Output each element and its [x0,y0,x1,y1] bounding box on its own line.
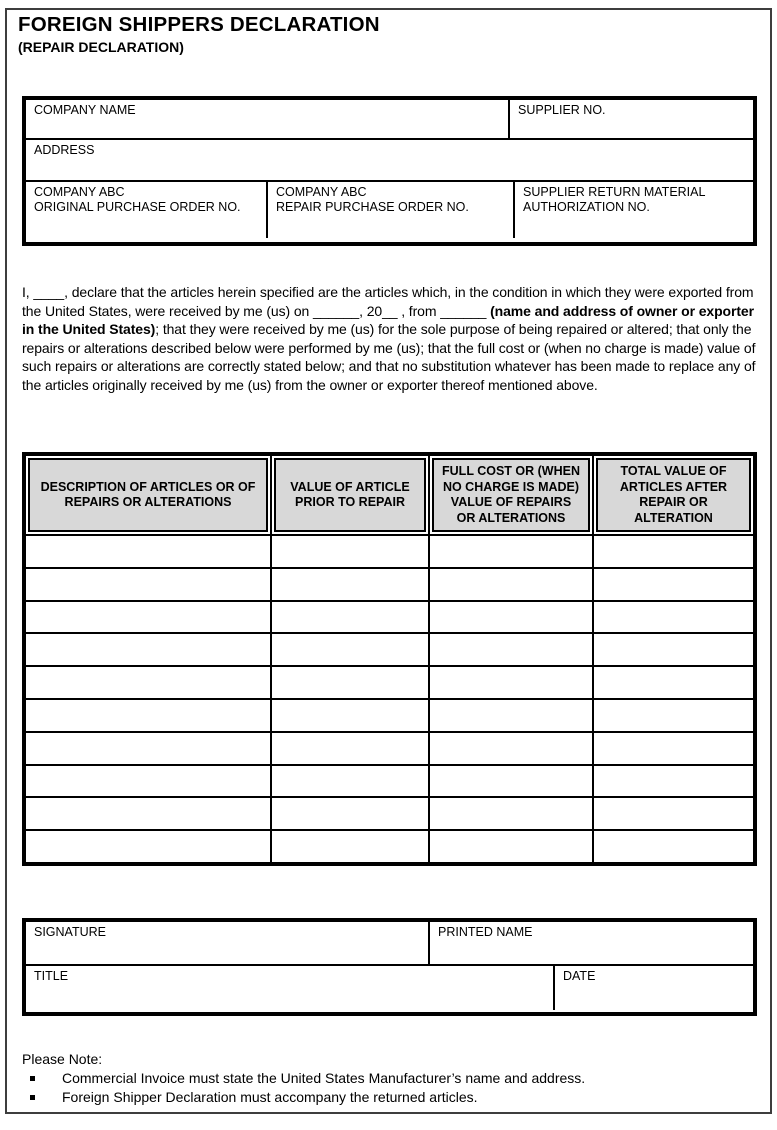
articles-table-cell[interactable] [26,798,272,829]
articles-table-cell[interactable] [26,700,272,731]
articles-table-cell[interactable] [594,536,753,567]
date-field[interactable] [555,966,753,1010]
repair-po-label-line1: COMPANY ABC [276,185,367,199]
articles-table-body [26,534,753,862]
company-info-row-2 [26,140,753,182]
articles-table-cell[interactable] [430,798,594,829]
articles-table-cell[interactable] [594,634,753,665]
address-label: ADDRESS [34,143,95,157]
articles-table-cell[interactable] [272,733,430,764]
articles-table-cell[interactable] [594,766,753,797]
articles-table-cell[interactable] [272,536,430,567]
declaration-part2: ; that they were received by me (us) for the sole purpose of being repaired or altered; that only the repairs or alterations described below were performed by me (us); that the full cost or (when no charge is made) value of such repairs or alterations are correctly stated below; and that no substitution whatever has been made to replace any of the articles originally received by me (us) from the owner or exporter thereof mentioned above. [22,321,756,393]
notes-section [22,1050,742,1107]
company-info-row-1 [26,100,753,140]
articles-table-cell[interactable] [272,569,430,600]
articles-table-row [26,632,753,665]
articles-table-row [26,731,753,764]
articles-table-cell[interactable] [430,831,594,862]
articles-table-cell[interactable] [430,634,594,665]
declaration-bold: (name and address of owner or exporter in the United States) [22,302,754,338]
note-text: Foreign Shipper Declaration must accompany the returned articles. [62,1089,478,1105]
articles-table-cell[interactable] [272,602,430,633]
form-subtitle: (REPAIR DECLARATION) [18,39,184,55]
printed-name-field[interactable] [430,922,753,964]
articles-table-cell[interactable] [26,569,272,600]
supplier-no-field[interactable] [510,100,753,138]
articles-table-cell[interactable] [272,634,430,665]
articles-header-cell: FULL COST OR (WHEN NO CHARGE IS MADE) VALUE OF REPAIRS OR ALTERATIONS [432,458,590,532]
declaration-part1: I, ____, declare that the articles herein specified are the articles which, in the condition in which they were exported from the United States, were received by me (us) on ______, 20__ , from ______ [22,284,754,319]
supplier-no-label: SUPPLIER NO. [518,103,606,117]
printed-name-label: PRINTED NAME [438,925,533,939]
articles-table-cell[interactable] [594,602,753,633]
articles-table-cell[interactable] [430,602,594,633]
title-field[interactable] [26,966,555,1010]
rma-label-line1: SUPPLIER RETURN MATERIAL [523,185,706,199]
articles-table-row [26,698,753,731]
title-label: TITLE [34,969,69,983]
form-title: FOREIGN SHIPPERS DECLARATION [18,13,380,36]
articles-table-cell[interactable] [430,700,594,731]
articles-table-cell[interactable] [272,700,430,731]
articles-table-cell[interactable] [272,766,430,797]
company-info-row-3 [26,182,753,238]
original-purchase-order-field[interactable] [26,182,268,238]
address-field[interactable] [26,140,753,180]
articles-table-cell[interactable] [26,536,272,567]
articles-table-cell[interactable] [594,798,753,829]
signature-field[interactable] [26,922,430,964]
articles-table-cell[interactable] [26,766,272,797]
articles-table-row [26,665,753,698]
articles-header-col [26,456,272,534]
articles-header-cell: DESCRIPTION OF ARTICLES OR OF REPAIRS OR ALTERATIONS [28,458,268,532]
articles-table-cell[interactable] [430,766,594,797]
declaration-text [22,283,764,395]
articles-table-row [26,534,753,567]
company-name-field[interactable] [26,100,510,138]
articles-table-cell[interactable] [594,831,753,862]
articles-table-row [26,829,753,862]
signature-table [22,918,757,1016]
signature-row-1 [26,922,753,966]
company-name-label: COMPANY NAME [34,103,136,117]
articles-table-row [26,567,753,600]
articles-table-row [26,600,753,633]
articles-header-cell: TOTAL VALUE OF ARTICLES AFTER REPAIR OR ALTERATION [596,458,751,532]
original-po-label-line1: COMPANY ABC [34,185,125,199]
rma-label-line2: AUTHORIZATION NO. [523,200,650,214]
date-label: DATE [563,969,596,983]
articles-table-cell[interactable] [594,733,753,764]
repair-po-label-line2: REPAIR PURCHASE ORDER NO. [276,200,469,214]
original-po-label-line2: ORIGINAL PURCHASE ORDER NO. [34,200,241,214]
articles-header-col [430,456,594,534]
articles-table [22,452,757,866]
articles-table-cell[interactable] [430,569,594,600]
articles-header-col [594,456,753,534]
bullet-square-icon [30,1076,35,1081]
articles-header-cell: VALUE OF ARTICLE PRIOR TO REPAIR [274,458,426,532]
articles-table-cell[interactable] [430,536,594,567]
signature-label: SIGNATURE [34,925,106,939]
articles-table-cell[interactable] [594,667,753,698]
articles-table-cell[interactable] [272,831,430,862]
note-text: Commercial Invoice must state the United States Manufacturer’s name and address. [62,1070,586,1086]
notes-list [22,1069,742,1107]
company-info-table [22,96,757,246]
articles-table-header-row [26,456,753,534]
articles-table-cell[interactable] [26,831,272,862]
articles-table-cell[interactable] [430,733,594,764]
articles-table-row [26,796,753,829]
articles-table-cell[interactable] [594,700,753,731]
return-material-authorization-field[interactable] [515,182,753,238]
articles-table-cell[interactable] [26,667,272,698]
note-item [22,1088,742,1107]
articles-table-row [26,764,753,797]
articles-table-cell[interactable] [272,798,430,829]
articles-table-cell[interactable] [430,667,594,698]
notes-heading: Please Note: [22,1051,103,1067]
bullet-square-icon [30,1095,35,1100]
articles-table-cell[interactable] [272,667,430,698]
repair-purchase-order-field[interactable] [268,182,515,238]
articles-table-cell[interactable] [26,733,272,764]
signature-row-2 [26,966,753,1010]
articles-table-cell[interactable] [594,569,753,600]
articles-header-col [272,456,430,534]
articles-table-cell[interactable] [26,602,272,633]
note-item [22,1069,742,1088]
articles-table-cell[interactable] [26,634,272,665]
